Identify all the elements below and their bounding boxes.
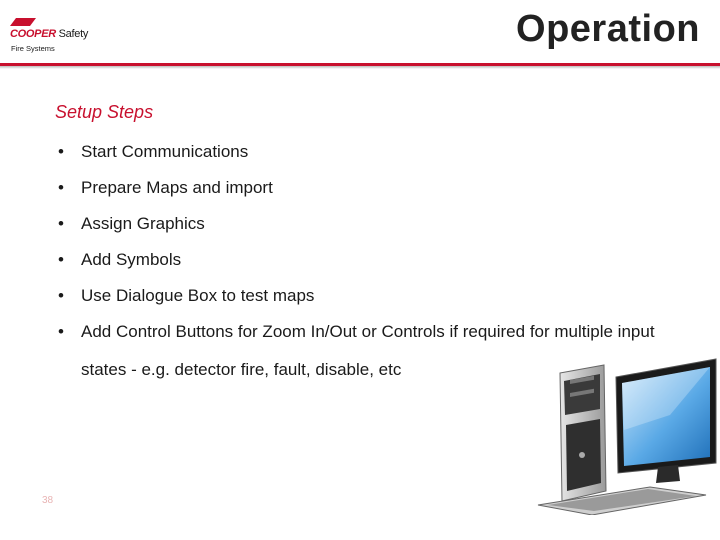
- desktop-computer-icon: [530, 355, 720, 515]
- bullet-icon: •: [58, 250, 64, 269]
- logo-subtitle: Fire Systems: [11, 44, 55, 53]
- list-item-text: Use Dialogue Box to test maps: [81, 286, 315, 305]
- list-item-text: Add Symbols: [81, 250, 182, 269]
- list-item: [58, 178, 668, 198]
- page-number: 38: [42, 495, 54, 506]
- logo-word2: Safety: [58, 28, 89, 40]
- section-subtitle: Setup Steps: [55, 102, 154, 122]
- logo-wordmark: [10, 28, 88, 40]
- bullet-icon: •: [58, 214, 64, 233]
- bullet-icon: •: [58, 142, 64, 161]
- list-item: [58, 142, 668, 162]
- list-item: [58, 214, 668, 234]
- bullet-icon: •: [58, 286, 64, 305]
- cooper-safety-logo: [10, 18, 110, 58]
- list-item-text: Assign Graphics: [81, 214, 205, 233]
- bullet-icon: •: [58, 178, 64, 197]
- header-divider-shadow: [0, 66, 720, 69]
- page-title: Operation: [516, 8, 700, 50]
- list-item-text: Prepare Maps and import: [81, 178, 273, 197]
- logo-word1: COOPER: [10, 28, 56, 40]
- list-item: [58, 250, 668, 270]
- list-item-text: Start Communications: [81, 142, 249, 161]
- bullet-icon: •: [58, 322, 64, 341]
- logo-mark-icon: [10, 18, 36, 26]
- list-item-text: Add Control Buttons for Zoom In/Out or Controls if required for multiple input states - e.g. detector fire, fault, disable, etc: [81, 322, 655, 379]
- list-item: [58, 286, 668, 306]
